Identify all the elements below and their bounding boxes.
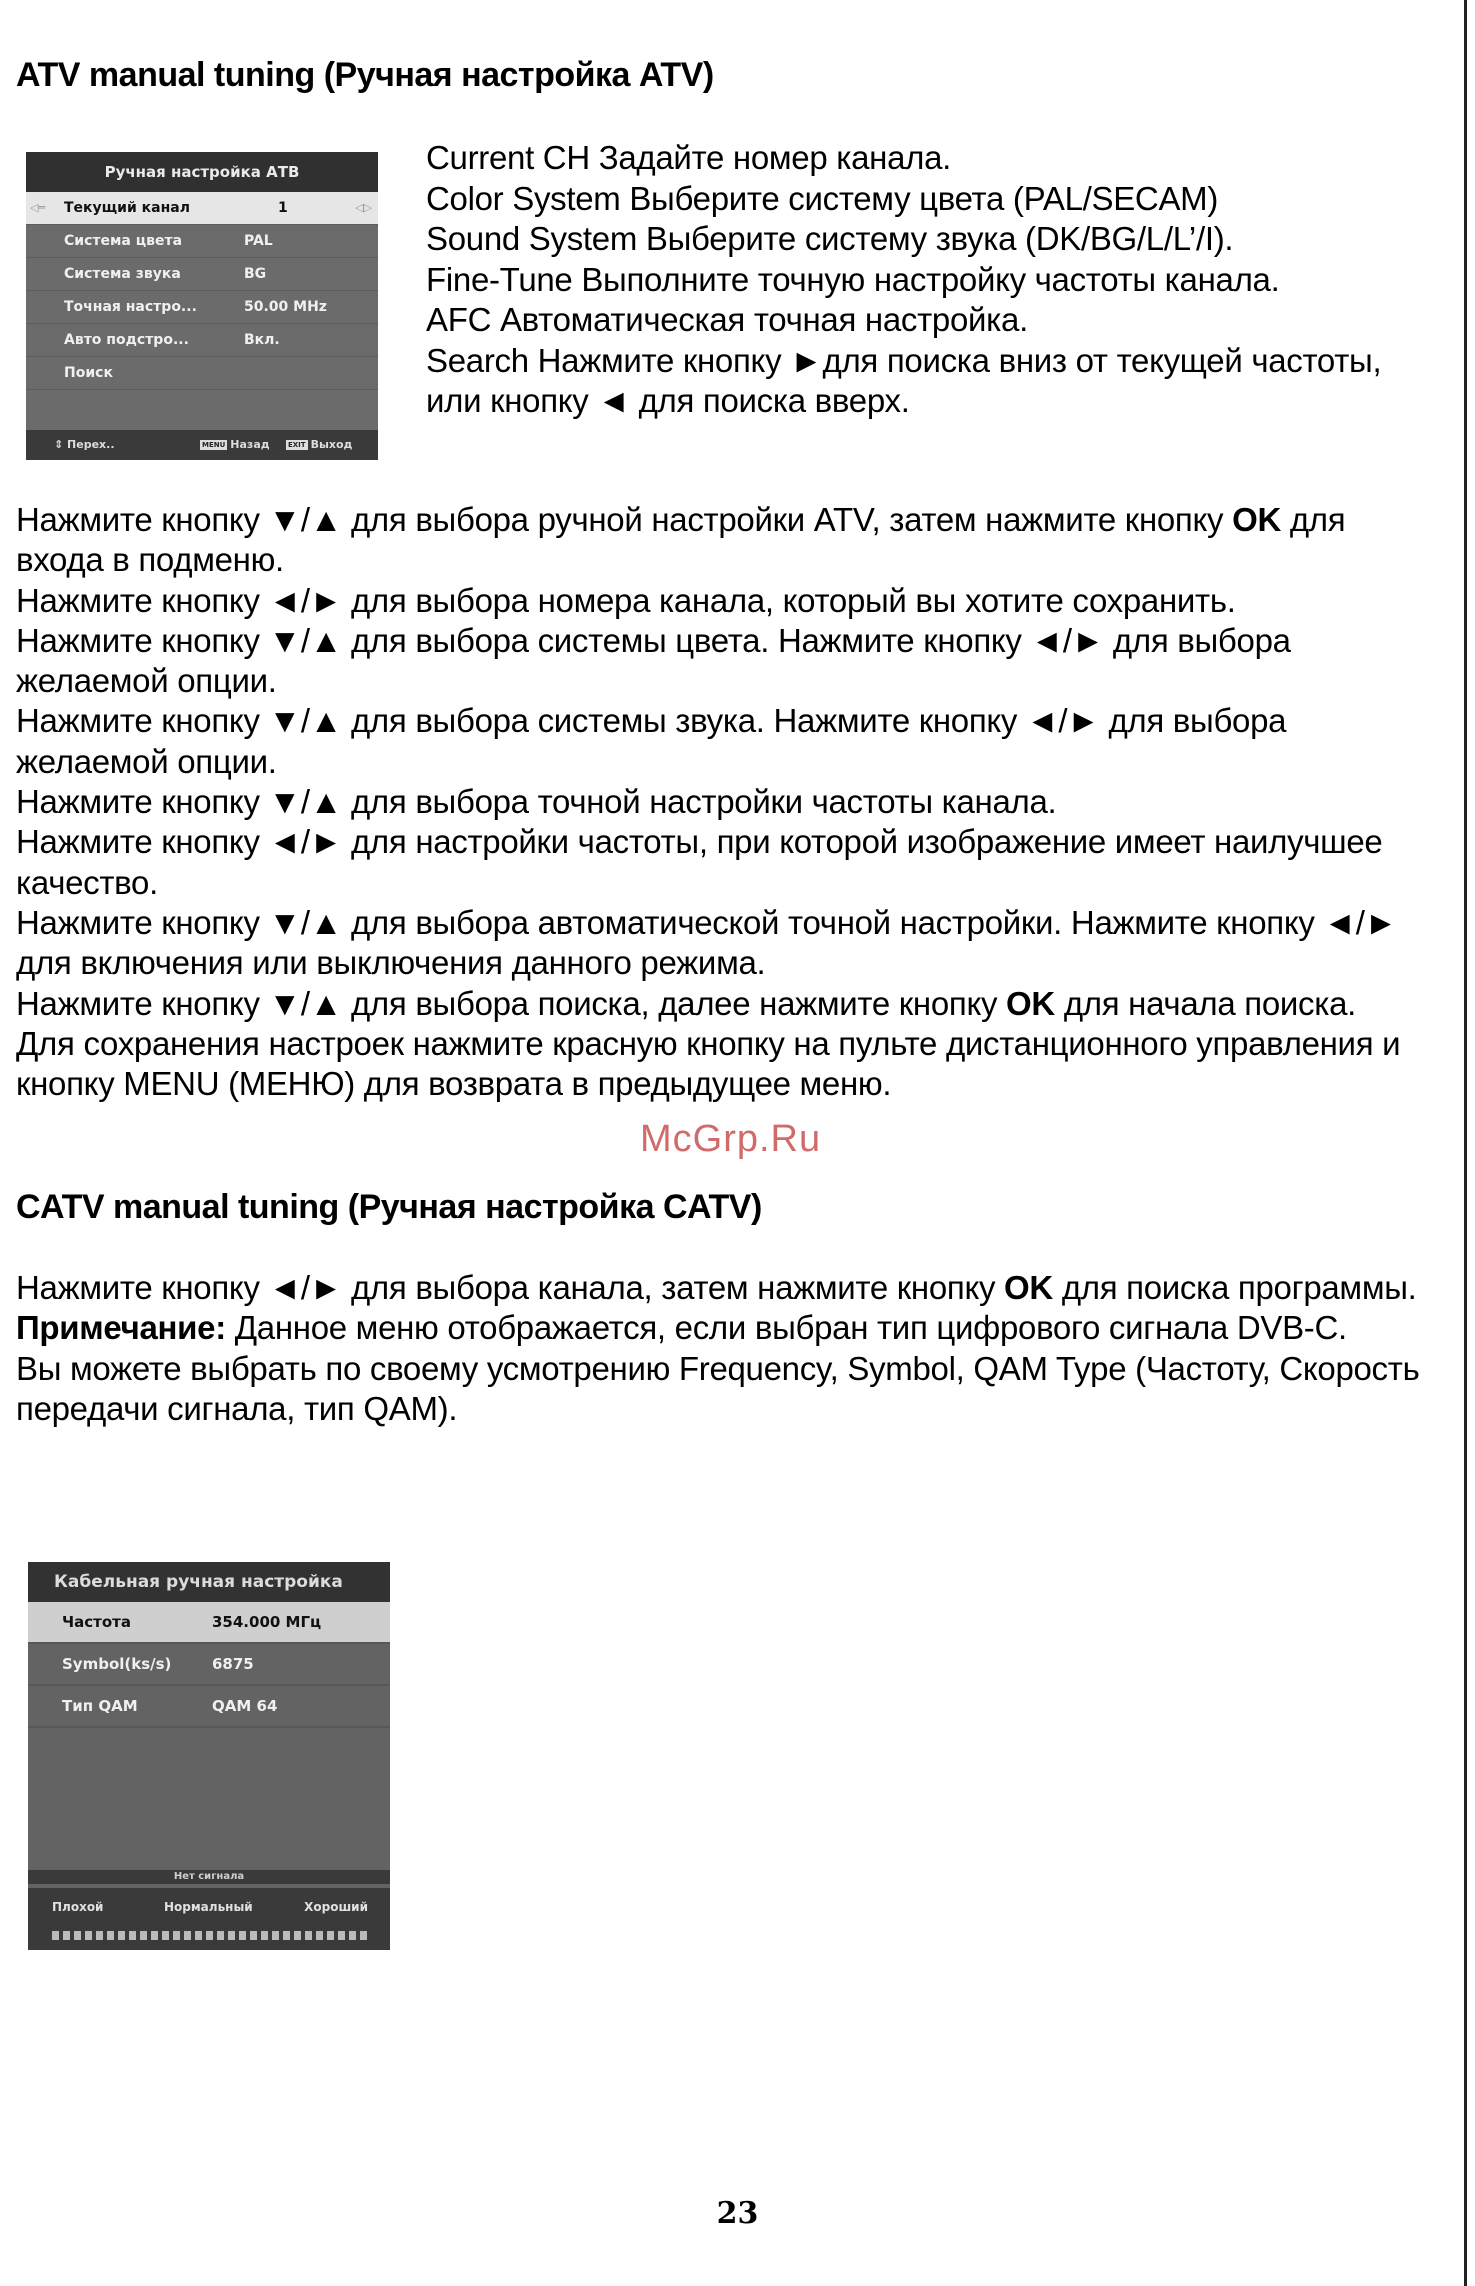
updown-icon: ⇕	[54, 438, 68, 451]
menu-row-label: Тип QAM	[62, 1697, 138, 1715]
menu-row-frequency[interactable]	[28, 1602, 390, 1644]
instruction-6: Нажмите кнопку ◄/► для настройки частоты, при которой изображение имеет наилучшее качество.	[16, 823, 1383, 901]
menu-row-label: Точная настро...	[64, 299, 197, 315]
instruction-1: Нажмите кнопку ▼/▲ для выбора ручной настройки ATV, затем нажмите кнопку OK для входа в подменю.	[16, 501, 1346, 579]
menu-row-value: BG	[244, 266, 267, 282]
desc-sound-system: Sound System Выберите систему звука (DK/BG/L/L’/I).	[426, 220, 1234, 257]
page-edge-line	[1464, 0, 1467, 2286]
menu-row-search[interactable]	[26, 357, 378, 390]
instruction-5: Нажмите кнопку ▼/▲ для выбора точной настройки частоты канала.	[16, 783, 1057, 821]
menu-row-value: 1	[278, 200, 288, 216]
menu-row-value: 354.000 МГц	[212, 1613, 322, 1631]
footer-exit: EXIT Выход	[288, 438, 353, 451]
menu-row-value: Вкл.	[244, 332, 280, 348]
menu-row-color-system[interactable]	[26, 225, 378, 258]
exit-key-icon: EXIT	[288, 441, 306, 449]
ok-key: OK	[1232, 501, 1281, 538]
quality-bad-label: Плохой	[52, 1900, 104, 1914]
arrow-right-icon: ◁▷	[355, 201, 372, 214]
catv-note: Примечание: Данное меню отображается, если выбран тип цифрового сигнала DVB-C.	[16, 1309, 1347, 1347]
desc-current-ch: Current CH Задайте номер канала.	[426, 139, 952, 176]
instruction-4: Нажмите кнопку ▼/▲ для выбора системы звука. Нажмите кнопку ◄/► для выбора желаемой опции.	[16, 702, 1287, 780]
menu-row-value: 6875	[212, 1655, 254, 1673]
menu-row-symbol[interactable]	[28, 1644, 390, 1686]
arrow-left-icon: ◁═	[30, 201, 46, 214]
menu-row-value: PAL	[244, 233, 273, 249]
menu-row-afc[interactable]	[26, 324, 378, 357]
menu-key-icon: MENU	[202, 441, 226, 449]
instruction-2: Нажмите кнопку ◄/► для выбора номера канала, который вы хотите сохранить.	[16, 581, 1236, 619]
signal-quality-bar	[52, 1931, 368, 1940]
menu-title: Кабельная ручная настройка	[28, 1562, 390, 1602]
note-label: Примечание:	[16, 1309, 226, 1347]
menu-row-sound-system[interactable]	[26, 258, 378, 291]
signal-quality-meter	[28, 1888, 390, 1950]
menu-footer	[26, 430, 378, 460]
page-number: 23	[716, 2196, 759, 2231]
menu-row-label: Symbol(ks/s)	[62, 1655, 172, 1673]
desc-search: Search Нажмите кнопку ►для поиска вниз от текущей частоты, или кнопку ◄ для поиска вверх.	[426, 341, 1382, 419]
menu-row-current-channel[interactable]	[26, 192, 378, 225]
quality-good-label: Хороший	[304, 1900, 368, 1914]
ok-key: OK	[1004, 1269, 1053, 1306]
watermark: McGrp.Ru	[640, 1118, 822, 1160]
menu-row-label: Текущий канал	[64, 200, 190, 216]
menu-row-qam-type[interactable]	[28, 1686, 390, 1728]
quality-normal-label: Нормальный	[164, 1900, 253, 1914]
catv-instruction-1: Нажмите кнопку ◄/► для выбора канала, затем нажмите кнопку OK для поиска программы.	[16, 1269, 1417, 1306]
signal-status: Нет сигнала	[28, 1870, 390, 1884]
menu-row-label: Авто подстро...	[64, 332, 189, 348]
menu-item-descriptions	[426, 138, 1436, 422]
desc-color-system: Color System Выберите систему цвета (PAL/SECAM)	[426, 179, 1219, 217]
menu-row-label: Система цвета	[64, 233, 183, 249]
footer-move: ⇕ Перех..	[54, 438, 115, 451]
instruction-3: Нажмите кнопку ▼/▲ для выбора системы цвета. Нажмите кнопку ◄/► для выбора желаемой опции.	[16, 621, 1291, 700]
catv-manual-tuning-menu	[28, 1562, 390, 1950]
menu-row-fine-tune[interactable]	[26, 291, 378, 324]
instruction-9: Для сохранения настроек нажмите красную кнопку на пульте дистанционного управления и кнопку MENU (МЕНЮ) для возврата в предыдущее меню.	[16, 1024, 1401, 1103]
instruction-7: Нажмите кнопку ▼/▲ для выбора автоматической точной настройки. Нажмите кнопку ◄/► для включения или выключения данного режима.	[16, 903, 1398, 982]
desc-afc: AFC Автоматическая точная настройка.	[426, 301, 1028, 338]
menu-row-label: Система звука	[64, 266, 181, 282]
section-heading-catv: CATV manual tuning (Ручная настройка CATV)	[16, 1188, 762, 1226]
menu-title: Ручная настройка АТВ	[26, 152, 378, 192]
menu-row-label: Частота	[62, 1613, 131, 1631]
catv-instructions	[16, 1268, 1426, 1429]
menu-row-value: QAM 64	[212, 1697, 278, 1715]
menu-row-label: Поиск	[64, 365, 113, 381]
section-heading-atv: ATV manual tuning (Ручная настройка ATV)	[16, 56, 714, 94]
catv-instruction-3: Вы можете выбрать по своему усмотрению Frequency, Symbol, QAM Type (Частоту, Скорость передачи сигнала, тип QAM).	[16, 1349, 1420, 1427]
instruction-8: Нажмите кнопку ▼/▲ для выбора поиска, далее нажмите кнопку OK для начала поиска.	[16, 984, 1356, 1022]
atv-instructions	[16, 500, 1406, 1104]
atv-manual-tuning-menu	[26, 152, 378, 460]
ok-key: OK	[1006, 984, 1055, 1022]
footer-back: MENU Назад	[202, 438, 270, 451]
desc-fine-tune: Fine-Tune Выполните точную настройку частоты канала.	[426, 260, 1280, 298]
menu-row-value: 50.00 MHz	[244, 299, 327, 315]
